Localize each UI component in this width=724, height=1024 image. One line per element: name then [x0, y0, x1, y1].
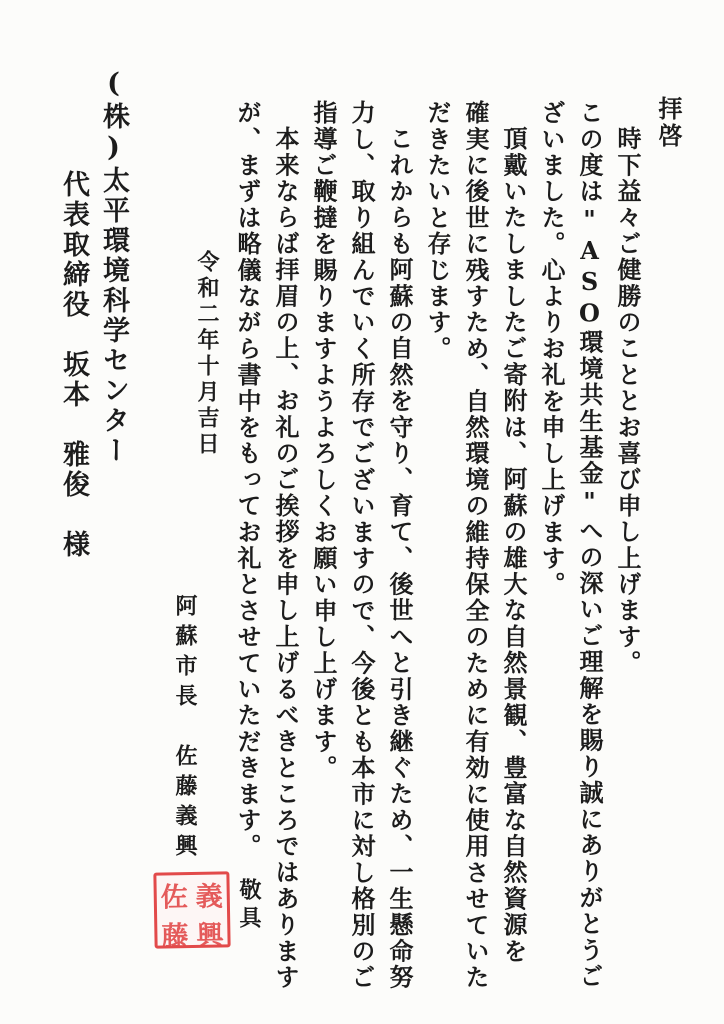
recipient-company: (株)太平環境科学センター — [98, 68, 129, 466]
opening-greeting: 拝啓 — [654, 96, 683, 150]
seal-char: 義 — [195, 881, 224, 913]
recipient-person: 代表取締役 坂本 雅俊 様 — [58, 170, 89, 560]
body-line-8: 力し、取り組んでいく所存でございますので、今後とも本市に対し格別のご — [347, 100, 376, 991]
seal-char: 佐 — [160, 882, 189, 914]
letter-date: 令和二年十月吉日 — [194, 250, 220, 458]
body-line-9: 指導ご鞭撻を賜りますようよろしくお願い申し上げます。 — [309, 100, 338, 782]
body-line-1: 時下益々ご健勝のこととお喜び申し上げます。 — [613, 126, 642, 677]
personal-seal-stamp — [153, 871, 230, 953]
body-line-2: この度は"ASO環境共生基金"への深いご理解を賜り誠にありがとうご — [575, 100, 604, 990]
body-line-5: 確実に後世に残すため、自然環境の維持保全のために有効に使用させていた — [461, 100, 490, 991]
seal-char: 藤 — [161, 921, 189, 953]
body-line-7: これからも阿蘇の自然を守り、育て、後世へと引き継ぐため、一生懸命努 — [385, 126, 414, 991]
body-line-4: 頂戴いたしましたご寄附は、阿蘇の雄大な自然景観、豊富な自然資源を — [499, 126, 528, 965]
body-line-10: 本来ならば拝眉の上、お礼のご挨拶を申し上げるべきところではあります — [271, 126, 300, 991]
body-line-3: ざいました。心よりお礼を申し上げます。 — [537, 100, 566, 598]
body-line-6: だきたいと存じます。 — [423, 100, 452, 362]
closing-keigu: 敬具 — [236, 878, 262, 934]
seal-char: 興 — [196, 920, 224, 952]
body-line-11: が、まずは略儀ながら書中をもってお礼とさせていただきます。 — [233, 100, 262, 860]
sender-name: 阿蘇市長 佐藤義興 — [172, 594, 198, 864]
